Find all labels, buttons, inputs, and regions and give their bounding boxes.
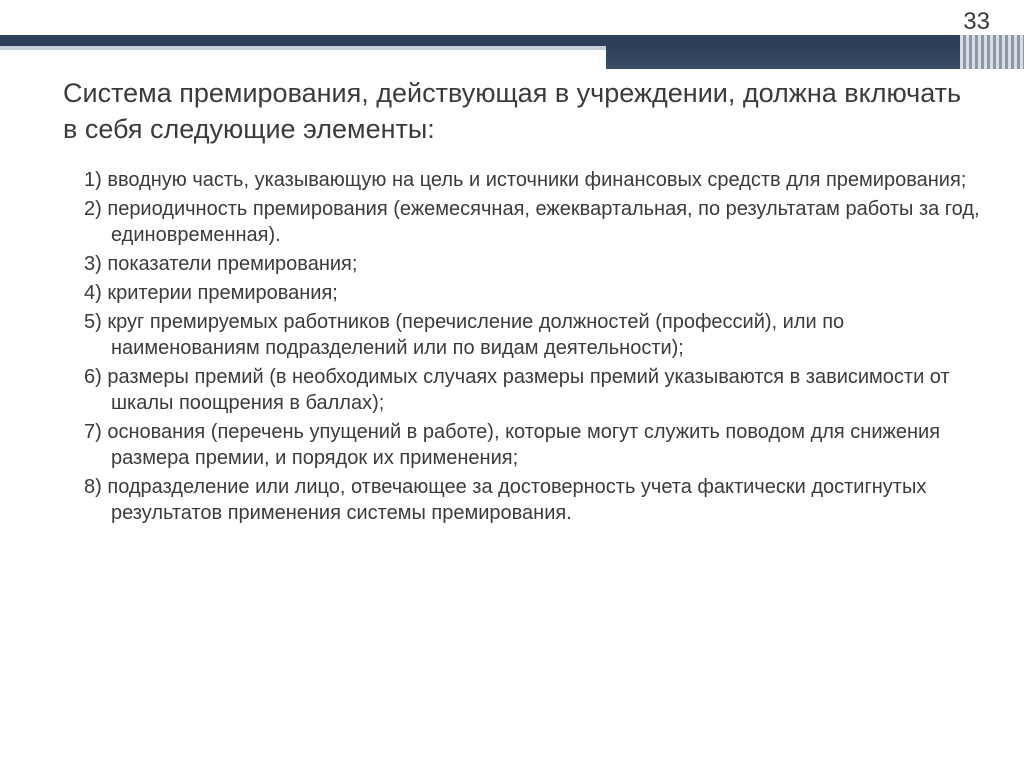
list-item-text: вводную часть, указывающую на цель и источники финансовых средств для премирования; [107, 169, 967, 191]
list-item-text: круг премируемых работников (перечисление должностей (профессий), или по наименованиям подразделений или по видам деятельности); [107, 311, 845, 359]
list-item-text: критерии премирования; [107, 282, 338, 304]
elements-list [84, 167, 984, 529]
list-item-text: размеры премий (в необходимых случаях размеры премий указываются в зависимости от шкалы поощрения в баллах); [107, 366, 950, 414]
list-item-number: 2) [84, 198, 102, 220]
list-item [84, 309, 984, 361]
header-band-accent-line [0, 46, 606, 50]
list-item-number: 4) [84, 282, 102, 304]
list-item [84, 251, 984, 277]
list-item-number: 7) [84, 421, 102, 443]
list-item [84, 364, 984, 416]
list-item-text: основания (перечень упущений в работе), которые могут служить поводом для снижения размера премии, и порядок их применения; [107, 421, 941, 469]
slide-title: Система премирования, действующая в учреждении, должна включать в себя следующие элементы: [63, 78, 962, 144]
list-item-number: 6) [84, 366, 102, 388]
list-item-number: 1) [84, 169, 102, 191]
list-item-text: показатели премирования; [107, 253, 358, 275]
list-item [84, 474, 984, 526]
header-band [0, 35, 1024, 69]
list-item-number: 3) [84, 253, 102, 275]
list-item [84, 167, 984, 193]
list-item [84, 196, 984, 248]
list-item [84, 280, 984, 306]
list-item [84, 419, 984, 471]
list-item-number: 5) [84, 311, 102, 333]
slide-number: 33 [963, 8, 990, 35]
list-item-number: 8) [84, 476, 102, 498]
list-item-text: периодичность премирования (ежемесячная, ежеквартальная, по результатам работы за год, единовременная). [107, 198, 980, 246]
header-band-stripes [960, 35, 1024, 69]
list-item-text: подразделение или лицо, отвечающее за достоверность учета фактически достигнутых результатов применения системы премирования. [107, 476, 927, 524]
